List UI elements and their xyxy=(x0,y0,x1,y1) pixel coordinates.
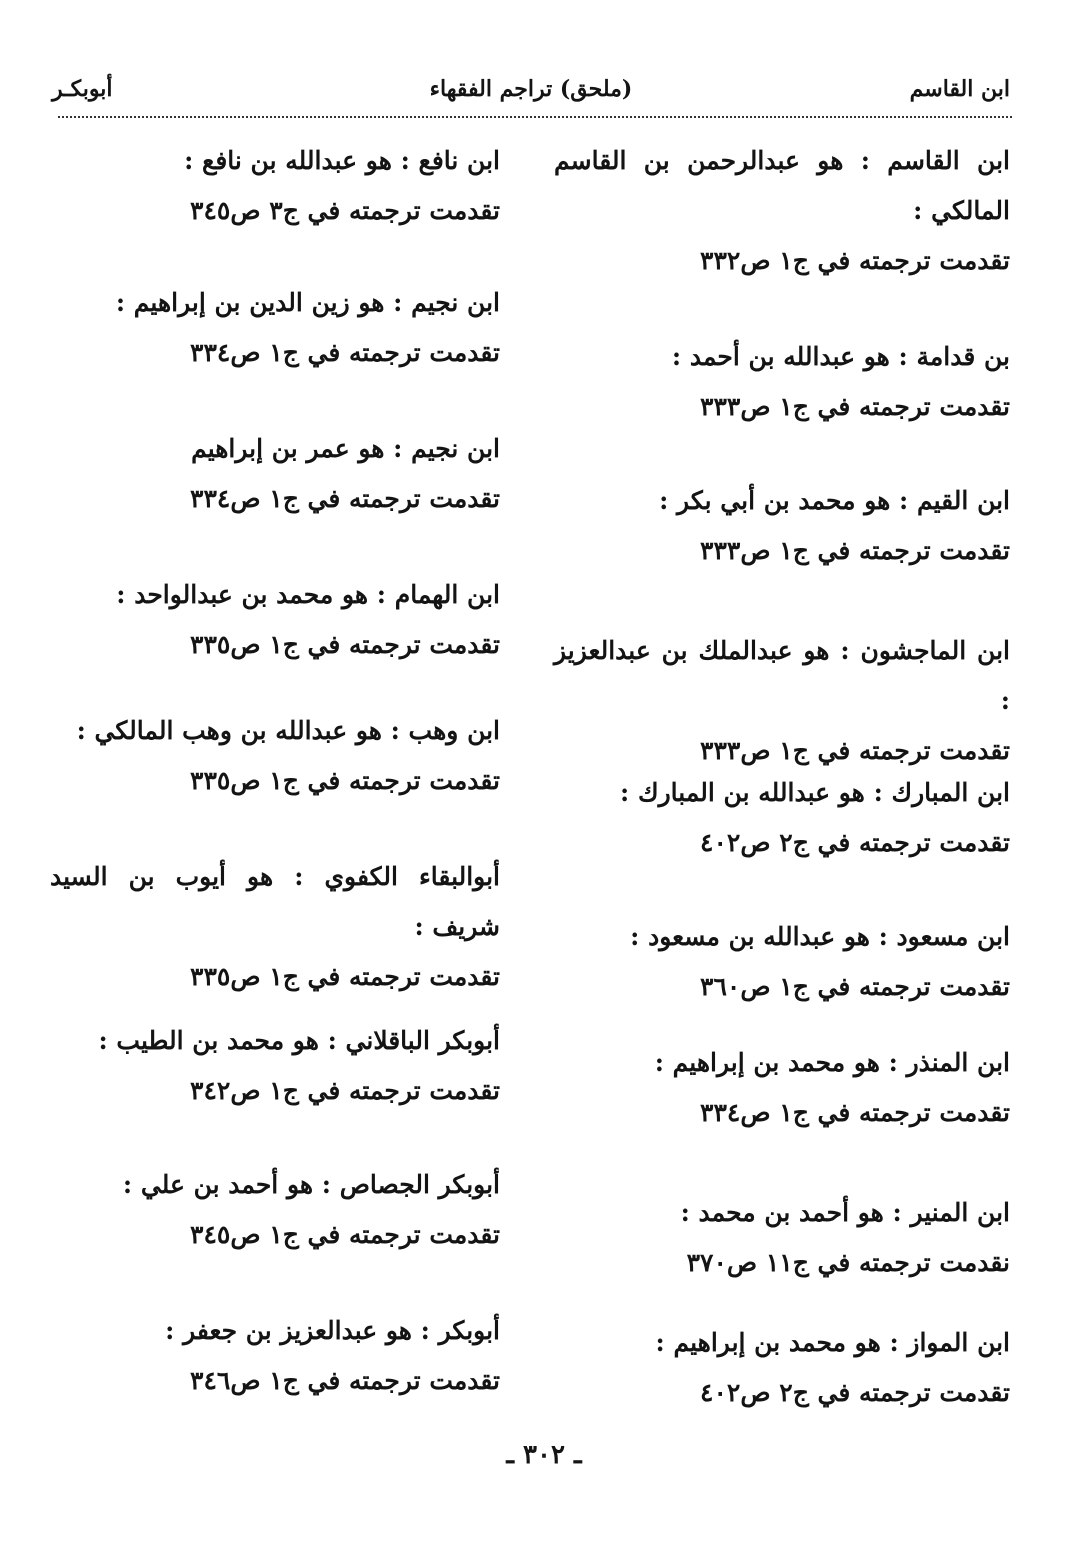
entry xyxy=(50,1306,500,1406)
page-number: ـ ٣٠٢ ـ xyxy=(506,1440,582,1470)
entry-reference: نقدمت ترجمته في ج١١ ص٣٧٠ xyxy=(686,1248,1010,1277)
entry xyxy=(554,332,1010,432)
entry-name: ابن المنير : هو أحمد بن محمد : xyxy=(680,1198,1010,1227)
entry xyxy=(50,706,500,806)
entry xyxy=(50,852,500,1002)
entry-name: ابن الماجشون : هو عبدالملك بن عبدالعزيز : xyxy=(554,636,1010,715)
entry xyxy=(554,1318,1010,1418)
entry-name: ابن القيم : هو محمد بن أبي بكر : xyxy=(659,486,1010,515)
entry-name: ابن وهب : هو عبدالله بن وهب المالكي : xyxy=(76,716,500,745)
entry-reference: تقدمت ترجمته في ج١ ص٣٦٠ xyxy=(700,972,1010,1001)
entry-name: ابن القاسم : هو عبدالرحمن بن القاسم المالكي : xyxy=(554,146,1010,225)
entry-name: ابن نافع : هو عبدالله بن نافع : xyxy=(184,146,500,175)
entry-reference: تقدمت ترجمته في ج٣ ص٣٤٥ xyxy=(190,196,500,225)
entry xyxy=(554,626,1010,776)
entry xyxy=(554,912,1010,1012)
entry-reference: تقدمت ترجمته في ج١ ص٣٣٢ xyxy=(700,246,1010,275)
entry xyxy=(50,570,500,670)
entry xyxy=(554,476,1010,576)
entry-name: ابن المواز : هو محمد بن إبراهيم : xyxy=(655,1328,1010,1357)
entry-name: ابن الهمام : هو محمد بن عبدالواحد : xyxy=(116,580,500,609)
entry-name: أبوبكر الباقلاني : هو محمد بن الطيب : xyxy=(98,1026,500,1055)
entry-name: ابن نجيم : هو زين الدين بن إبراهيم : xyxy=(115,288,500,317)
entry-reference: تقدمت ترجمته في ج١ ص٣٣٥ xyxy=(190,766,500,795)
entry xyxy=(50,278,500,378)
entry xyxy=(50,1016,500,1116)
entry-reference: تقدمت ترجمته في ج١ ص٣٣٥ xyxy=(190,962,500,991)
entry xyxy=(50,1160,500,1260)
entry-name: بن قدامة : هو عبدالله بن أحمد : xyxy=(671,342,1010,371)
header-dotted-rule xyxy=(58,116,1012,118)
entry xyxy=(50,136,500,236)
entry-name: ابن المبارك : هو عبدالله بن المبارك : xyxy=(620,778,1010,807)
entry-reference: تقدمت ترجمته في ج١ ص٣٣٣ xyxy=(700,392,1010,421)
entry-name: ابن نجيم : هو عمر بن إبراهيم xyxy=(191,434,500,463)
running-head-last-entry: أبوبكـر xyxy=(52,76,113,102)
entry-reference: تقدمت ترجمته في ج١ ص٣٣٤ xyxy=(700,1098,1010,1127)
entry xyxy=(554,1038,1010,1138)
entry-name: أبوبكر الجصاص : هو أحمد بن علي : xyxy=(122,1170,500,1199)
entry-reference: تقدمت ترجمته في ج٢ ص٤٠٢ xyxy=(700,1378,1010,1407)
entry-reference: تقدمت ترجمته في ج١ ص٣٤٥ xyxy=(190,1220,500,1249)
entry-reference: تقدمت ترجمته في ج٢ ص٤٠٢ xyxy=(700,828,1010,857)
entry xyxy=(50,424,500,524)
entry-name: ابن مسعود : هو عبدالله بن مسعود : xyxy=(630,922,1010,951)
entry xyxy=(554,136,1010,286)
entry xyxy=(554,1188,1010,1288)
entry-reference: تقدمت ترجمته في ج١ ص٣٤٢ xyxy=(190,1076,500,1105)
running-head-title: (ملحق) تراجم الفقهاء xyxy=(429,76,633,102)
entry-name: أبوالبقاء الكفوي : هو أيوب بن السيد شريف : xyxy=(50,862,500,941)
running-head-first-entry: ابن القاسم xyxy=(909,76,1010,102)
entry-name: ابن المنذر : هو محمد بن إبراهيم : xyxy=(654,1048,1010,1077)
entry-reference: تقدمت ترجمته في ج١ ص٣٤٦ xyxy=(190,1366,500,1395)
entry-reference: تقدمت ترجمته في ج١ ص٣٣٥ xyxy=(190,630,500,659)
entry-reference: تقدمت ترجمته في ج١ ص٣٣٤ xyxy=(190,484,500,513)
entry-name: أبوبكر : هو عبدالعزيز بن جعفر : xyxy=(165,1316,500,1345)
entry-reference: تقدمت ترجمته في ج١ ص٣٣٣ xyxy=(700,536,1010,565)
entry xyxy=(554,768,1010,868)
entry-reference: تقدمت ترجمته في ج١ ص٣٣٤ xyxy=(190,338,500,367)
entry-reference: تقدمت ترجمته في ج١ ص٣٣٣ xyxy=(700,736,1010,765)
running-head xyxy=(52,76,1010,116)
